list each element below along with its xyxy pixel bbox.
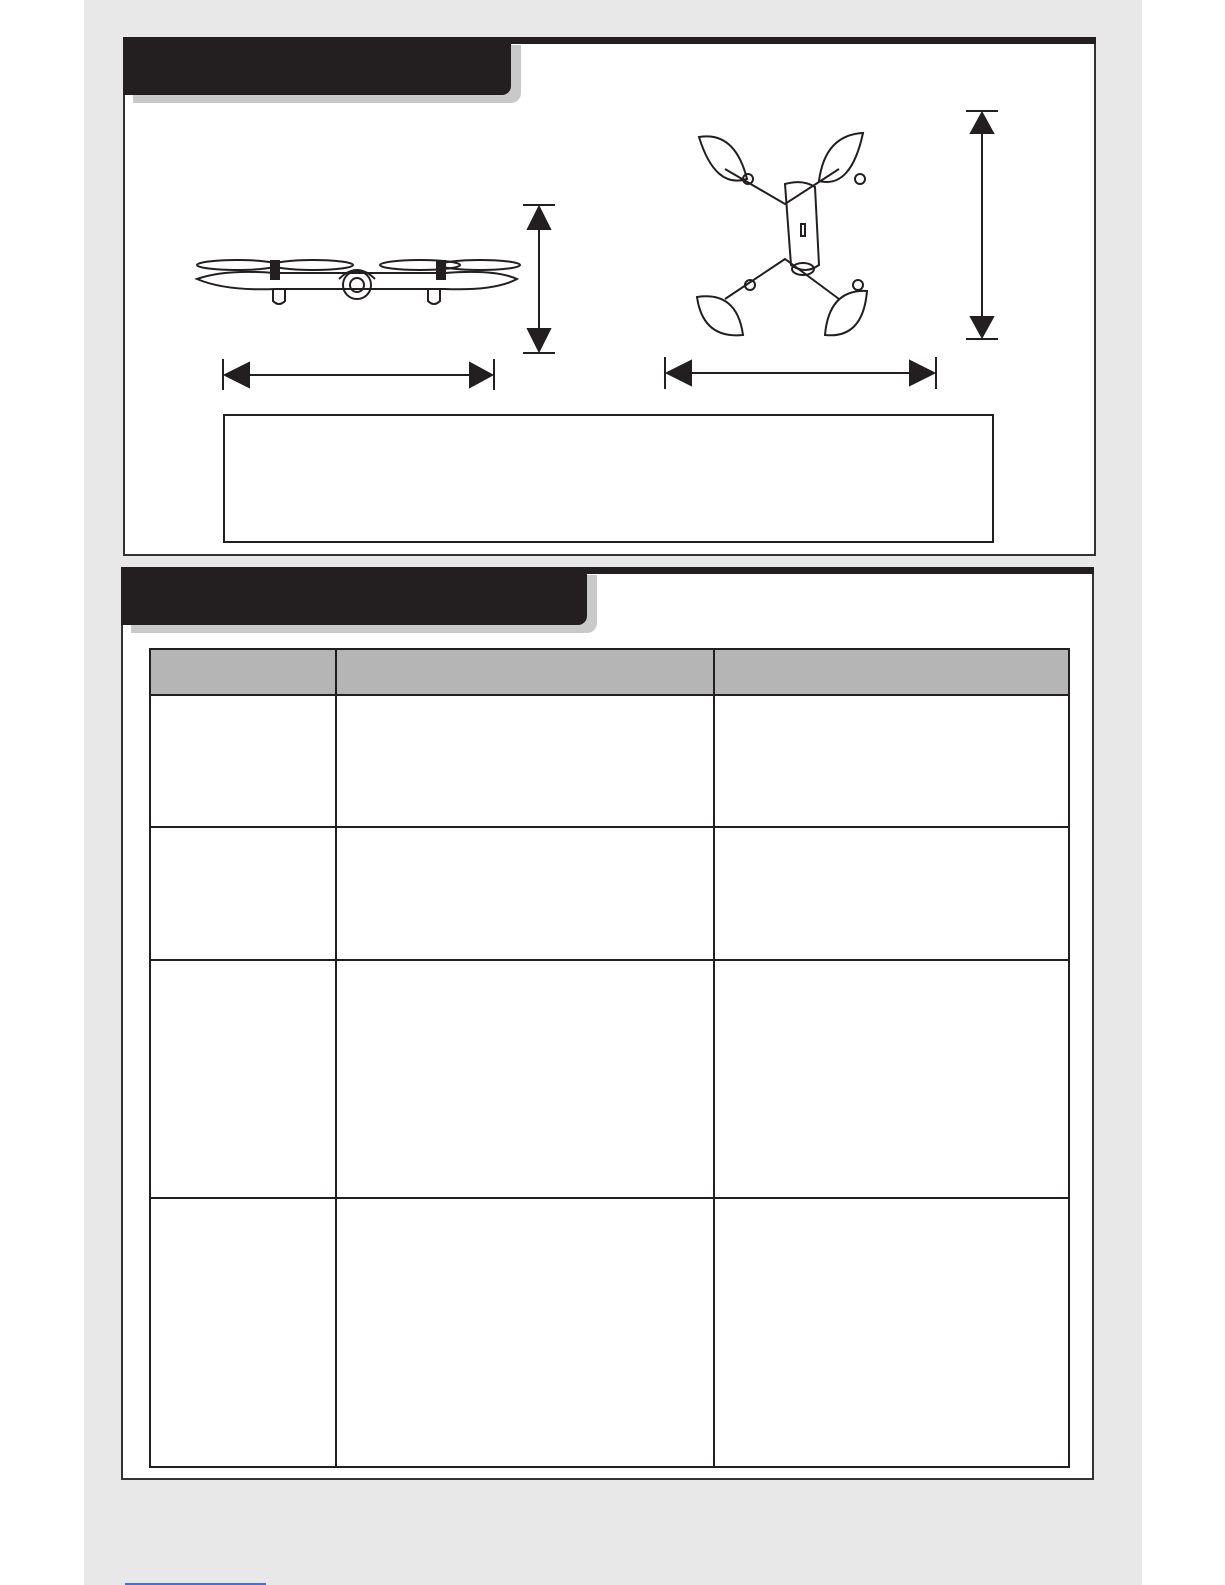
drone-top-view-icon [697, 133, 867, 335]
note-box [223, 414, 994, 543]
table-cell [714, 827, 1069, 959]
table-row [150, 1198, 1069, 1467]
table-row [150, 827, 1069, 959]
troubleshooting-heading [121, 569, 587, 625]
column-header [336, 649, 714, 695]
troubleshooting-table [149, 648, 1070, 1468]
table-row [150, 960, 1069, 1199]
column-header [150, 649, 336, 695]
table-row [150, 695, 1069, 827]
column-header [714, 649, 1069, 695]
top-width-arrow-icon [665, 357, 936, 389]
side-width-arrow-icon [223, 359, 494, 390]
table-cell [714, 695, 1069, 827]
top-height-arrow-icon [966, 111, 998, 339]
table-cell [714, 960, 1069, 1199]
table-cell [150, 960, 336, 1199]
table-header-row [150, 649, 1069, 695]
drone-side-view-icon [197, 260, 520, 304]
troubleshooting-panel [121, 567, 1094, 1480]
side-height-arrow-icon [523, 205, 555, 353]
table-cell [336, 695, 714, 827]
table-cell [150, 827, 336, 959]
specifications-panel [123, 37, 1096, 556]
table-cell [714, 1198, 1069, 1467]
table-cell [150, 1198, 336, 1467]
table-cell [336, 1198, 714, 1467]
table-cell [150, 695, 336, 827]
table-cell [336, 827, 714, 959]
table-cell [336, 960, 714, 1199]
